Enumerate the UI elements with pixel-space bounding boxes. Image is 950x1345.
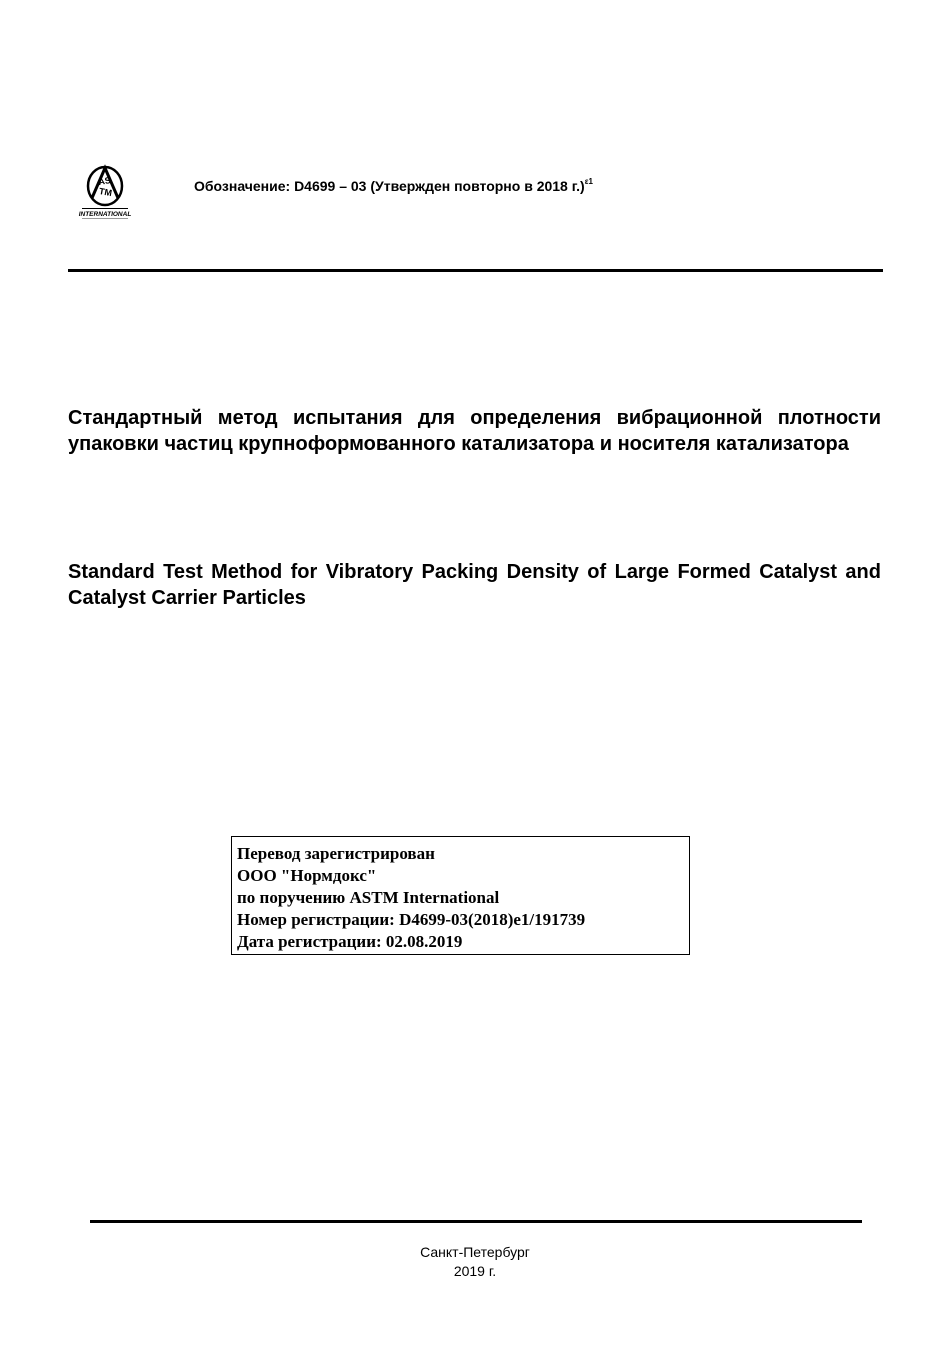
registration-line: Дата регистрации: 02.08.2019	[237, 932, 463, 951]
footer	[0, 1243, 950, 1281]
header-rule	[68, 269, 883, 272]
footer-rule	[90, 1220, 862, 1223]
svg-text:INTERNATIONAL: INTERNATIONAL	[78, 211, 132, 218]
registration-line: Перевод зарегистрирован	[237, 844, 435, 863]
footer-year: 2019 г.	[453, 1263, 497, 1279]
registration-box	[231, 836, 690, 955]
designation-superscript: ε1	[584, 177, 593, 187]
title-english: Standard Test Method for Vibratory Packing Density of Large Formed Catalyst and Catalyst Carrier Particles	[68, 561, 881, 609]
title-russian: Стандартный метод испытания для определения вибрационной плотности упаковки частиц крупноформованного катализатора и носителя катализатора	[68, 407, 881, 455]
designation	[194, 178, 593, 194]
registration-line: по поручению ASTM International	[237, 888, 500, 907]
astm-logo	[78, 164, 132, 222]
registration-line: ООО "Нормдокс"	[237, 866, 377, 885]
svg-text:TM: TM	[98, 185, 113, 199]
footer-city: Санкт-Петербург	[420, 1244, 530, 1260]
astm-logo-icon	[78, 164, 132, 222]
svg-text:AS: AS	[97, 175, 112, 188]
designation-text: Обозначение: D4699 – 03 (Утвержден повторно в 2018 г.)	[194, 178, 585, 194]
registration-line: Номер регистрации: D4699-03(2018)e1/191739	[237, 910, 586, 929]
